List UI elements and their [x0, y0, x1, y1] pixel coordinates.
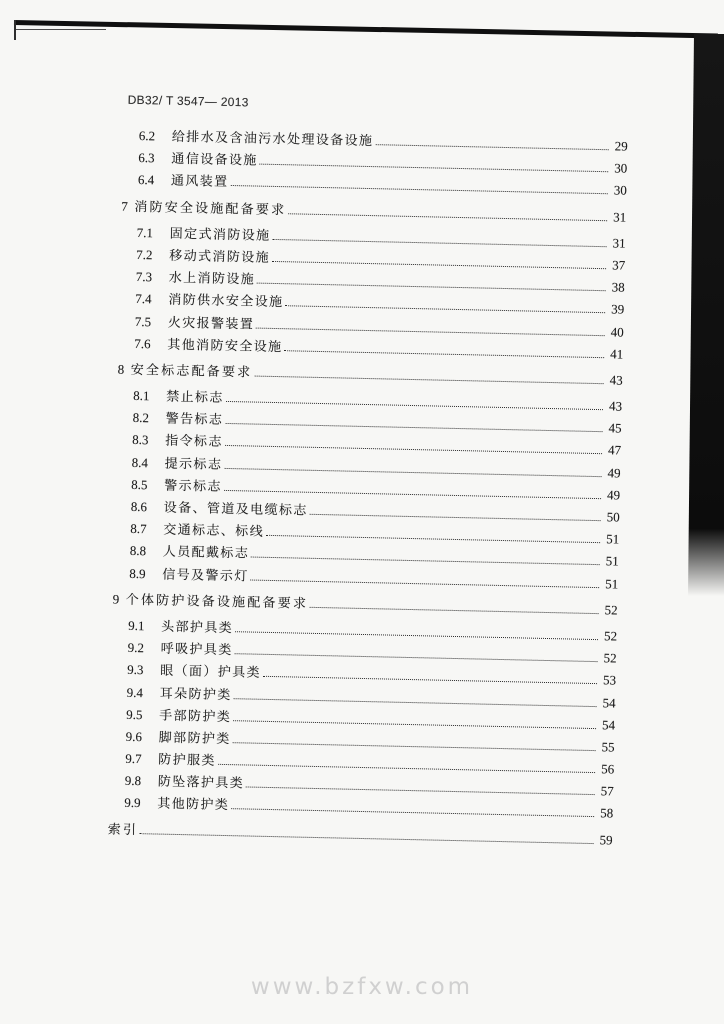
toc-entry-page-number: 30: [614, 160, 628, 176]
toc-entry-number: 6.2: [138, 127, 156, 144]
dot-leader: [218, 764, 595, 773]
toc-entry-page-number: 38: [611, 279, 625, 295]
dot-leader: [256, 327, 605, 336]
site-watermark: www.bzfxw.com: [250, 974, 474, 1000]
toc-entry-title: 呼吸护具类: [160, 640, 233, 658]
scan-edge-corner: [14, 20, 16, 40]
toc-entry-page-number: 51: [605, 575, 619, 592]
dot-leader: [233, 742, 596, 751]
toc-entry-title: 通风装置: [170, 173, 229, 190]
toc-entry-number: 7.6: [134, 335, 151, 351]
dot-leader: [246, 787, 595, 796]
dot-leader: [263, 676, 597, 684]
dot-leader: [375, 144, 608, 150]
dot-leader: [251, 557, 600, 566]
toc-entry-title: 个体防护设备设施配备要求: [125, 591, 309, 611]
toc-entry-page-number: 31: [613, 208, 627, 225]
toc-entry-title: 消防供水安全设施: [168, 291, 284, 310]
toc-entry-title: 设备、管道及电缆标志: [163, 499, 308, 518]
dot-leader: [225, 423, 602, 432]
toc-entry-number: 9.5: [126, 706, 143, 722]
toc-entry-title: 火灾报警装置: [167, 314, 255, 332]
toc-entry-title: 警示标志: [164, 477, 223, 494]
scan-edge-top: [14, 20, 718, 39]
dot-leader: [231, 809, 594, 818]
toc-entry-page-number: 43: [608, 398, 623, 414]
toc-entry-title: 人员配戴标志: [162, 543, 250, 561]
toc-entry-title: 其他消防安全设施: [167, 336, 283, 354]
toc-entry-number: 9.4: [126, 684, 144, 700]
toc-entry-number: 7: [121, 198, 129, 214]
toc-entry-number: 7.2: [136, 246, 153, 263]
toc-entry-page-number: 31: [612, 235, 626, 251]
dot-leader: [254, 375, 603, 384]
toc-entry-number: 8.5: [131, 476, 148, 493]
toc-entry-page-number: 54: [601, 716, 616, 733]
toc-entry-title: 交通标志、标线: [163, 521, 265, 539]
toc-entry-number: 8.8: [129, 543, 147, 559]
dot-leader: [285, 306, 605, 314]
toc-entry-number: 9.6: [125, 728, 143, 745]
toc-entry-page-number: 59: [599, 831, 613, 848]
scan-edge-right: [686, 34, 724, 596]
dot-leader: [272, 261, 606, 269]
toc-entry-title: 警告标志: [165, 410, 224, 428]
toc-entry-title: 耳朵防护类: [159, 685, 232, 702]
toc-entry-page-number: 58: [600, 805, 614, 821]
document-code: DB32/ T 3547— 2013: [127, 92, 249, 110]
dot-leader: [225, 445, 602, 454]
dot-leader: [226, 401, 603, 410]
dot-leader: [257, 283, 606, 292]
toc-entry-title: 防护服类: [158, 751, 217, 768]
toc-entry-page-number: 43: [609, 372, 623, 388]
dot-leader: [230, 185, 607, 194]
toc-entry-page-number: 57: [600, 783, 614, 799]
toc-entry-page-number: 37: [612, 257, 626, 273]
toc-entry-page-number: 29: [614, 138, 628, 154]
toc-entry-number: 7.1: [136, 224, 154, 241]
toc-entry-number: 6.3: [138, 150, 155, 166]
toc-entry-page-number: 52: [604, 602, 618, 618]
toc-entry-page-number: 40: [610, 323, 624, 340]
dot-leader: [251, 579, 600, 588]
toc-entry-title: 给排水及含油污水处理设备设施: [171, 128, 374, 149]
dot-leader: [288, 213, 607, 221]
toc-entry-title: 眼（面）护具类: [160, 662, 262, 681]
toc-entry-number: 9: [112, 591, 120, 607]
toc-entry-number: 9.8: [124, 773, 142, 789]
toc-entry-title: 移动式消防设施: [169, 247, 271, 265]
toc-entry-page-number: 30: [613, 182, 627, 199]
toc-entry-title: 手部防护类: [159, 707, 232, 724]
toc-entry-page-number: 53: [602, 672, 617, 688]
toc-entry-page-number: 41: [610, 346, 624, 362]
toc-entry-page-number: 51: [606, 531, 620, 547]
toc-entry-page-number: 47: [607, 442, 622, 459]
toc-entry-page-number: 49: [607, 464, 621, 481]
toc-entry-page-number: 49: [606, 487, 621, 503]
toc-entry-page-number: 52: [603, 650, 617, 666]
toc-entry-page-number: 55: [601, 739, 615, 755]
toc-entry-page-number: 52: [603, 628, 618, 644]
toc-entry-page-number: 39: [611, 301, 625, 317]
toc-entry-number: 8.2: [132, 410, 150, 426]
dot-leader: [233, 720, 596, 729]
toc-entry-title: 消防安全设施配备要求: [134, 198, 287, 217]
dot-leader: [284, 350, 604, 358]
toc-entry-title: 头部护具类: [161, 618, 234, 636]
toc-entry-number: 8.4: [131, 454, 149, 470]
dot-leader: [310, 607, 599, 614]
toc-entry-page-number: 56: [601, 761, 615, 777]
toc-entry-number: 9.2: [127, 639, 145, 656]
toc-entry-number: 7.3: [135, 269, 153, 285]
toc-entry-number: 7.5: [134, 313, 152, 329]
dot-leader: [235, 653, 598, 662]
toc-entry-page-number: 54: [602, 694, 616, 711]
dot-leader: [310, 514, 601, 521]
dot-leader: [224, 490, 601, 499]
toc-entry-title: 其他防护类: [157, 795, 230, 813]
toc-entry-number: 8.3: [132, 432, 149, 448]
toc-entry-title: 信号及警示灯: [162, 566, 249, 584]
dot-leader: [260, 164, 609, 173]
dot-leader: [235, 631, 598, 640]
dot-leader: [140, 833, 594, 844]
toc-entry-title: 禁止标志: [166, 388, 224, 405]
toc-entry-number: 8: [117, 361, 125, 377]
toc-entry-number: 7.4: [135, 291, 152, 307]
dot-leader: [272, 239, 606, 247]
dot-leader: [224, 468, 601, 477]
toc-entry-title: 水上消防设施: [168, 269, 256, 287]
toc-list: [84, 127, 640, 858]
toc-entry-number: 8.1: [133, 387, 150, 404]
toc-entry-page-number: 45: [608, 420, 622, 436]
dot-leader: [266, 535, 600, 543]
toc-entry-number: 9.1: [128, 617, 145, 634]
toc-entry-number: 8.9: [129, 565, 146, 581]
toc-entry-title: 指令标志: [165, 433, 223, 450]
toc-entry-title: 防坠落护具类: [157, 773, 245, 791]
toc-entry-number: 8.7: [130, 521, 147, 537]
toc-entry-number: 8.6: [130, 498, 148, 515]
scan-edge-top-thin-line: [14, 29, 106, 30]
toc-entry-page-number: 50: [606, 509, 620, 525]
toc-entry-title: 安全标志配备要求: [130, 361, 253, 380]
toc-entry-title: 提示标志: [164, 455, 223, 472]
toc-entry-number: 9.3: [127, 662, 144, 678]
toc-entry-title: 脚部防护类: [158, 729, 231, 746]
toc-entry-number: 9.9: [124, 795, 141, 811]
toc-entry-title: 固定式消防设施: [169, 225, 271, 243]
toc-entry-title: 索引: [107, 821, 139, 837]
toc-page-content: [84, 79, 641, 871]
toc-entry-title: 通信设备设施: [171, 150, 258, 168]
toc-entry-page-number: 51: [605, 553, 619, 569]
toc-entry-number: 9.7: [125, 750, 142, 767]
toc-entry-number: 6.4: [137, 172, 155, 188]
dot-leader: [234, 698, 597, 707]
